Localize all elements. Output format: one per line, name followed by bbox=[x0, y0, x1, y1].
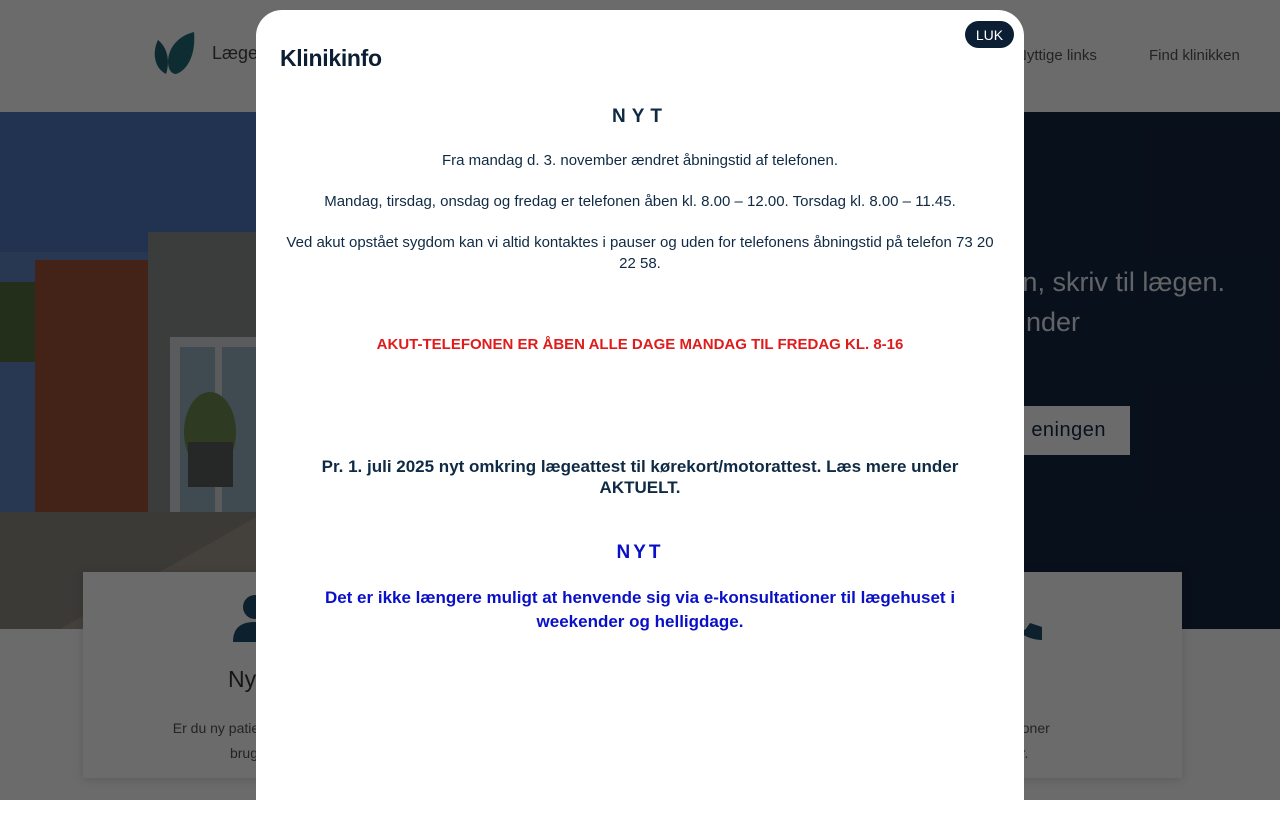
news-heading-2: NYT bbox=[616, 542, 664, 563]
driving-license-notice: Pr. 1. juli 2025 nyt omkring lægeattest til kørekort/motorattest. Læs mere under AKTUELT. bbox=[321, 457, 959, 497]
close-button[interactable]: LUK bbox=[965, 21, 1014, 48]
modal-title: Klinikinfo bbox=[280, 45, 382, 71]
e-consultation-notice: Det er ikke længere muligt at henvende sig via e-konsultationer til lægehuset i weekender og helligdage. bbox=[324, 588, 956, 631]
phone-hours-change-text: Fra mandag d. 3. november ændret åbningstid af telefonen. bbox=[441, 152, 839, 169]
clinic-info-modal bbox=[256, 10, 1024, 830]
acute-phone-notice: AKUT-TELEFONEN ER ÅBEN ALLE DAGE MANDAG TIL FREDAG KL. 8-16 bbox=[376, 336, 904, 353]
news-heading: NYT bbox=[612, 106, 668, 127]
acute-contact-text: Ved akut opstået sygdom kan vi altid kontaktes i pauser og uden for telefonens åbningstid på telefon 73 20 22 58. bbox=[286, 234, 994, 272]
phone-hours-text: Mandag, tirsdag, onsdag og fredag er telefonen åben kl. 8.00 – 12.00. Torsdag kl. 8.00 – 11.45. bbox=[324, 193, 956, 210]
